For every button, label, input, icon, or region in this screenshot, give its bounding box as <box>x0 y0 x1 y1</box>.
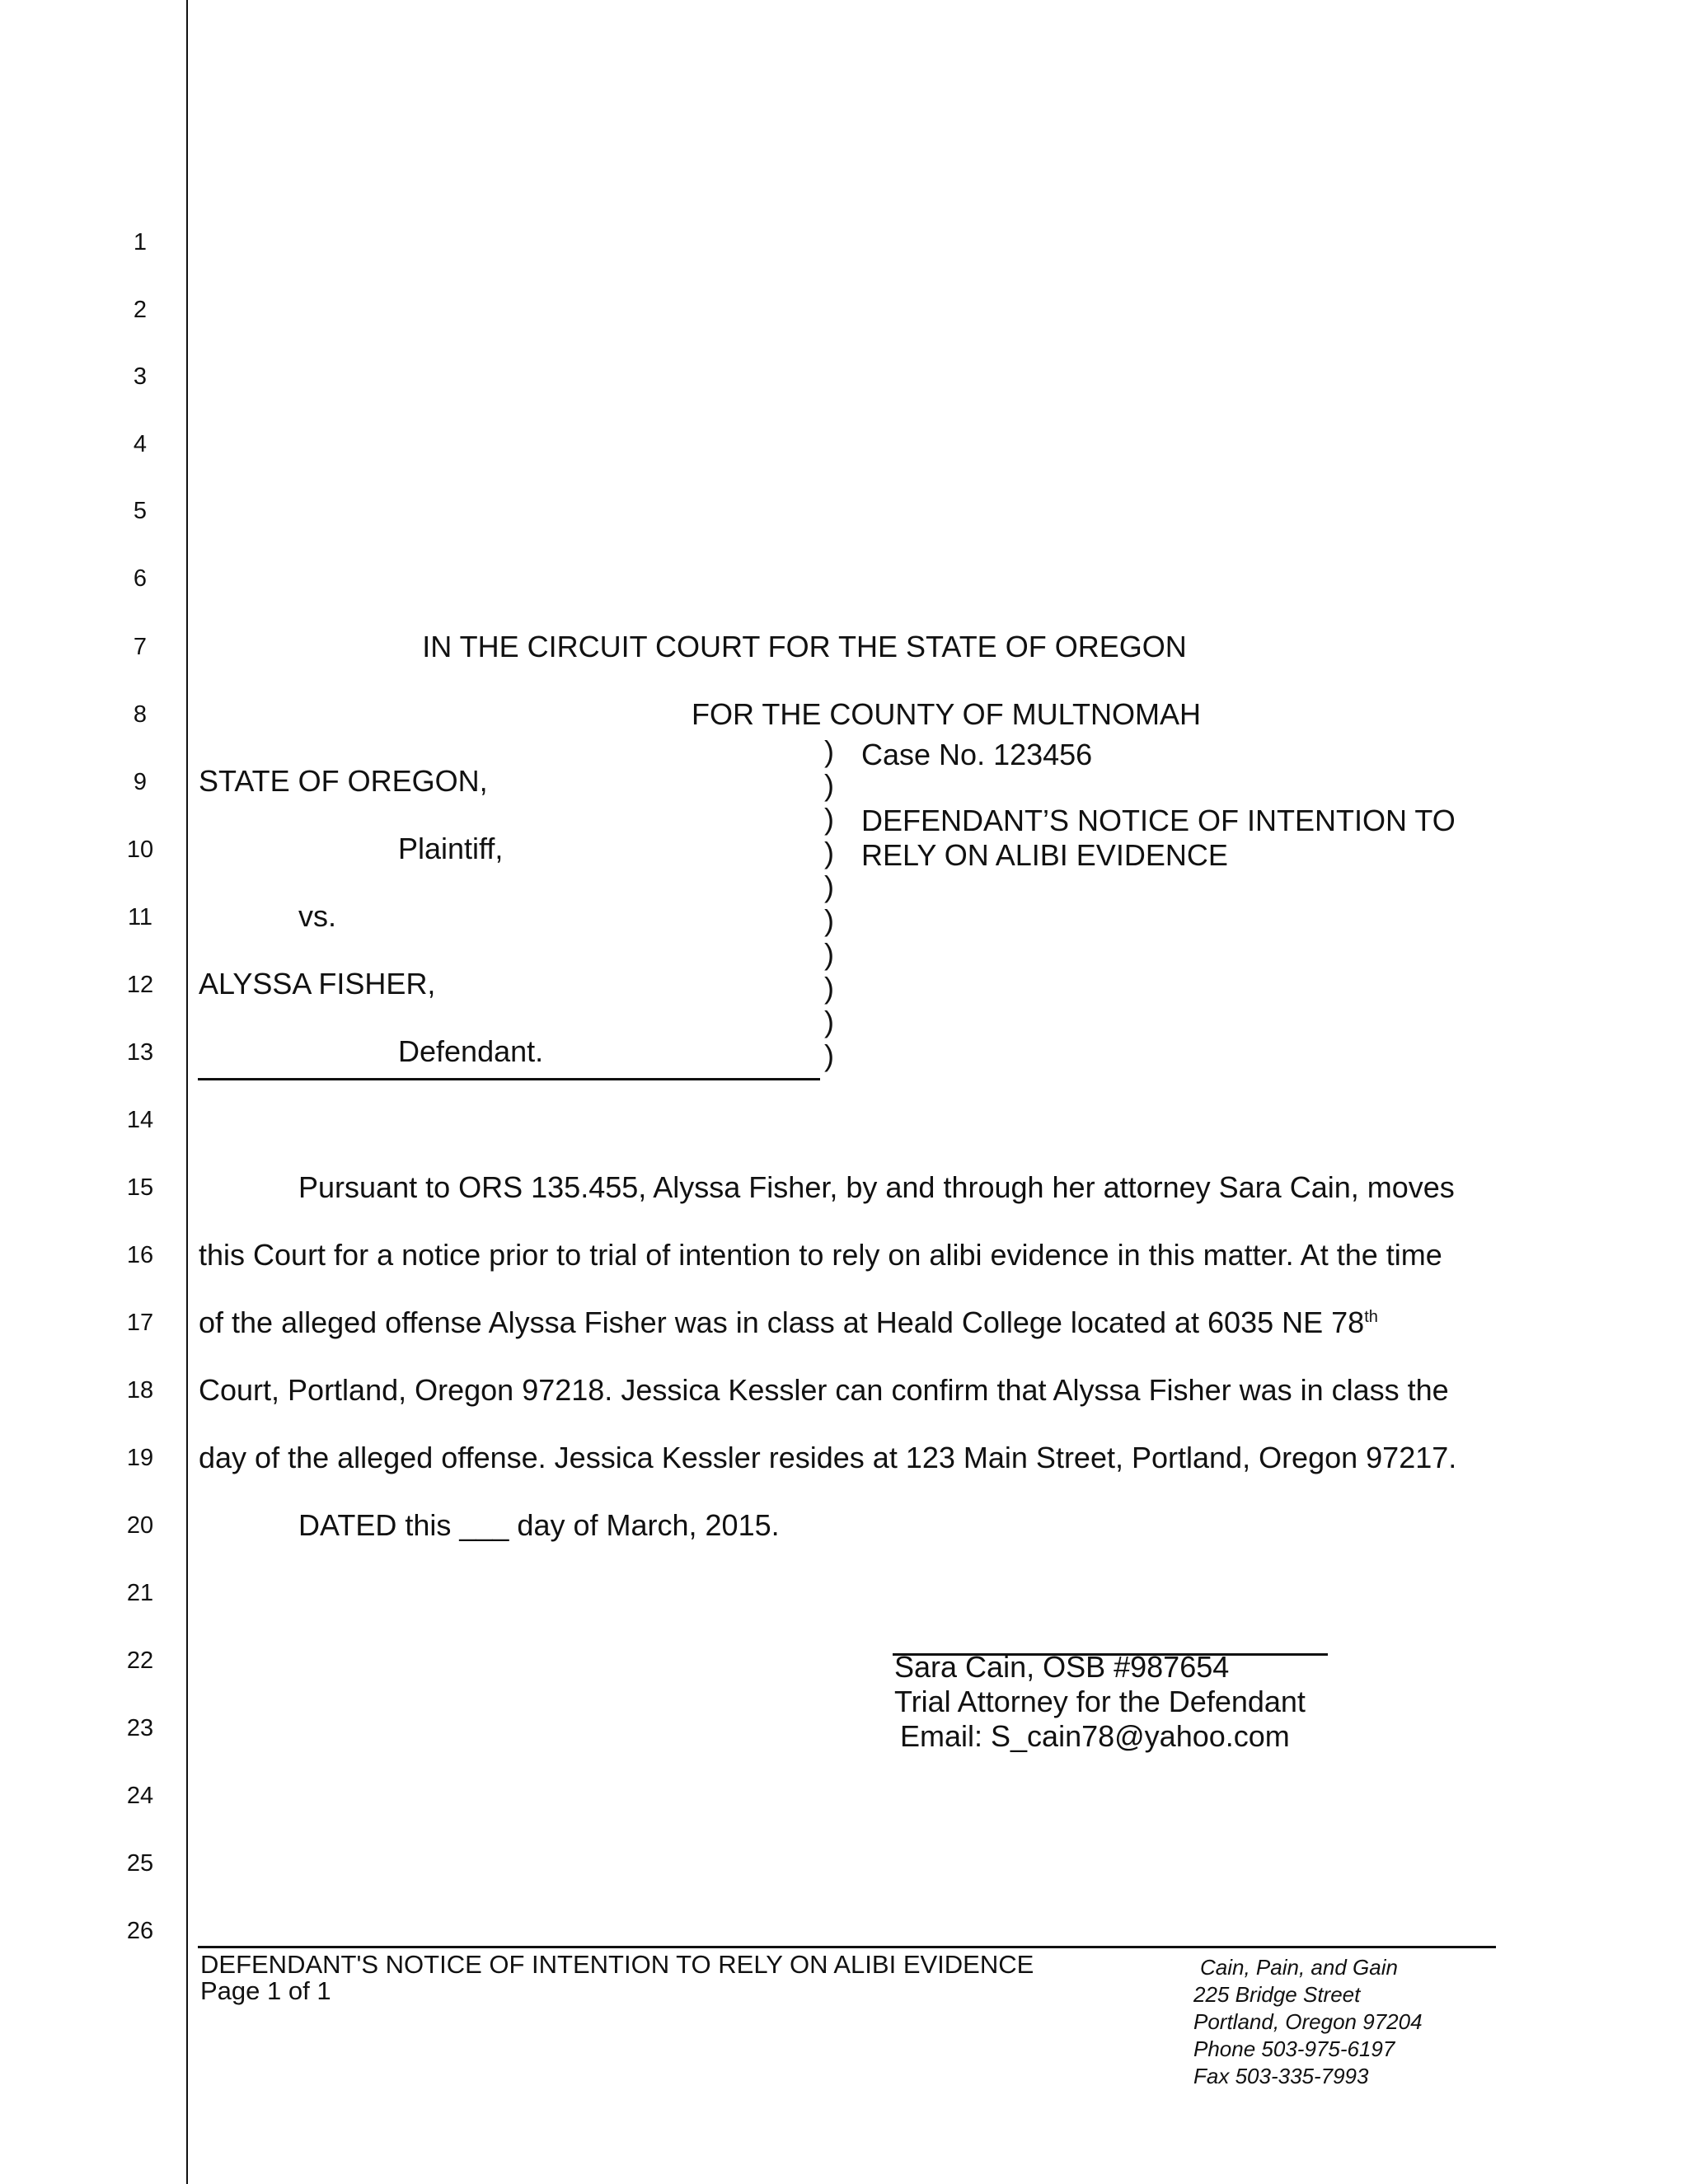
body-line: Pursuant to ORS 135.455, Alyssa Fisher, by and through her attorney Sara Cain, moves <box>298 1170 1455 1204</box>
paren: ) <box>824 1005 834 1038</box>
attorney-email: Email: S_cain78@yahoo.com <box>900 1719 1290 1753</box>
footer-firm-street: 225 Bridge Street <box>1193 1982 1361 2007</box>
body-line-text: of the alleged offense Alyssa Fisher was in class at Heald College located at 6035 NE 78 <box>199 1305 1365 1339</box>
superscript-ordinal: th <box>1364 1308 1378 1326</box>
line-number: 11 <box>127 904 153 930</box>
attorney-title: Trial Attorney for the Defendant <box>894 1685 1306 1718</box>
paren: ) <box>824 802 834 836</box>
line-number: 25 <box>126 1850 154 1877</box>
court-heading-line1 <box>0 630 1688 664</box>
line-number: 7 <box>133 634 148 660</box>
line-number: 1 <box>133 229 148 255</box>
defendant-name: ALYSSA FISHER, <box>199 967 436 1001</box>
left-margin-rule <box>186 0 188 2184</box>
dated-line: DATED this ___ day of March, 2015. <box>298 1508 780 1542</box>
line-number: 17 <box>126 1310 154 1336</box>
line-number: 5 <box>133 498 148 524</box>
line-number: 2 <box>133 297 148 323</box>
versus-text: vs. <box>298 899 337 933</box>
footer-firm-name: Cain, Pain, and Gain <box>1200 1955 1398 1980</box>
line-number: 15 <box>126 1174 154 1201</box>
footer-page-number: Page 1 of 1 <box>200 1976 331 2005</box>
plaintiff-name: STATE OF OREGON, <box>199 764 488 798</box>
paren: ) <box>824 1038 834 1072</box>
attorney-name: Sara Cain, OSB #987654 <box>894 1650 1230 1684</box>
paren: ) <box>824 971 834 1005</box>
line-number: 22 <box>126 1647 154 1674</box>
line-number: 6 <box>133 565 148 592</box>
caption-underline <box>198 1078 820 1080</box>
paren: ) <box>824 903 834 937</box>
document-title-line1: DEFENDANT’S NOTICE OF INTENTION TO <box>861 804 1456 837</box>
line-number: 26 <box>126 1918 154 1944</box>
line-number: 23 <box>126 1715 154 1741</box>
footer-rule <box>198 1946 1496 1948</box>
court-heading-text: IN THE CIRCUIT COURT FOR THE STATE OF OREGON <box>422 630 1187 663</box>
line-number: 19 <box>126 1445 154 1471</box>
defendant-role: Defendant. <box>398 1034 544 1068</box>
footer-firm-city: Portland, Oregon 97204 <box>1193 2009 1423 2034</box>
document-title-line2: RELY ON ALIBI EVIDENCE <box>861 838 1228 872</box>
body-line: this Court for a notice prior to trial of intention to rely on alibi evidence in this matter. At the time <box>199 1238 1442 1272</box>
line-number: 14 <box>126 1107 154 1133</box>
plaintiff-role: Plaintiff, <box>398 832 504 865</box>
line-number: 16 <box>126 1242 154 1268</box>
footer-firm-phone: Phone 503-975-6197 <box>1193 2036 1395 2061</box>
line-number: 3 <box>133 363 148 390</box>
body-line <box>199 1305 1378 1340</box>
footer-firm-fax: Fax 503-335-7993 <box>1193 2064 1369 2088</box>
paren: ) <box>824 937 834 971</box>
case-number: Case No. 123456 <box>861 738 1093 771</box>
line-number: 8 <box>133 701 148 728</box>
body-line: Court, Portland, Oregon 97218. Jessica Kessler can confirm that Alyssa Fisher was in class the <box>199 1373 1449 1407</box>
paren: ) <box>824 836 834 869</box>
paren: ) <box>824 734 834 768</box>
line-number: 12 <box>126 972 154 998</box>
footer-document-title: DEFENDANT'S NOTICE OF INTENTION TO RELY ON ALIBI EVIDENCE <box>200 1950 1034 1979</box>
line-number: 21 <box>126 1580 154 1606</box>
paren: ) <box>824 768 834 802</box>
line-number: 4 <box>133 431 148 457</box>
line-number: 9 <box>133 769 148 795</box>
line-number: 24 <box>126 1783 154 1809</box>
line-number: 10 <box>126 837 154 863</box>
line-number: 13 <box>126 1039 154 1066</box>
line-number: 20 <box>126 1512 154 1539</box>
body-line: day of the alleged offense. Jessica Kessler resides at 123 Main Street, Portland, Oregon 97217. <box>199 1441 1457 1474</box>
paren: ) <box>824 869 834 903</box>
county-heading-text: FOR THE COUNTY OF MULTNOMAH <box>691 697 1201 731</box>
court-heading-line2 <box>0 697 1688 732</box>
line-number: 18 <box>126 1377 154 1404</box>
